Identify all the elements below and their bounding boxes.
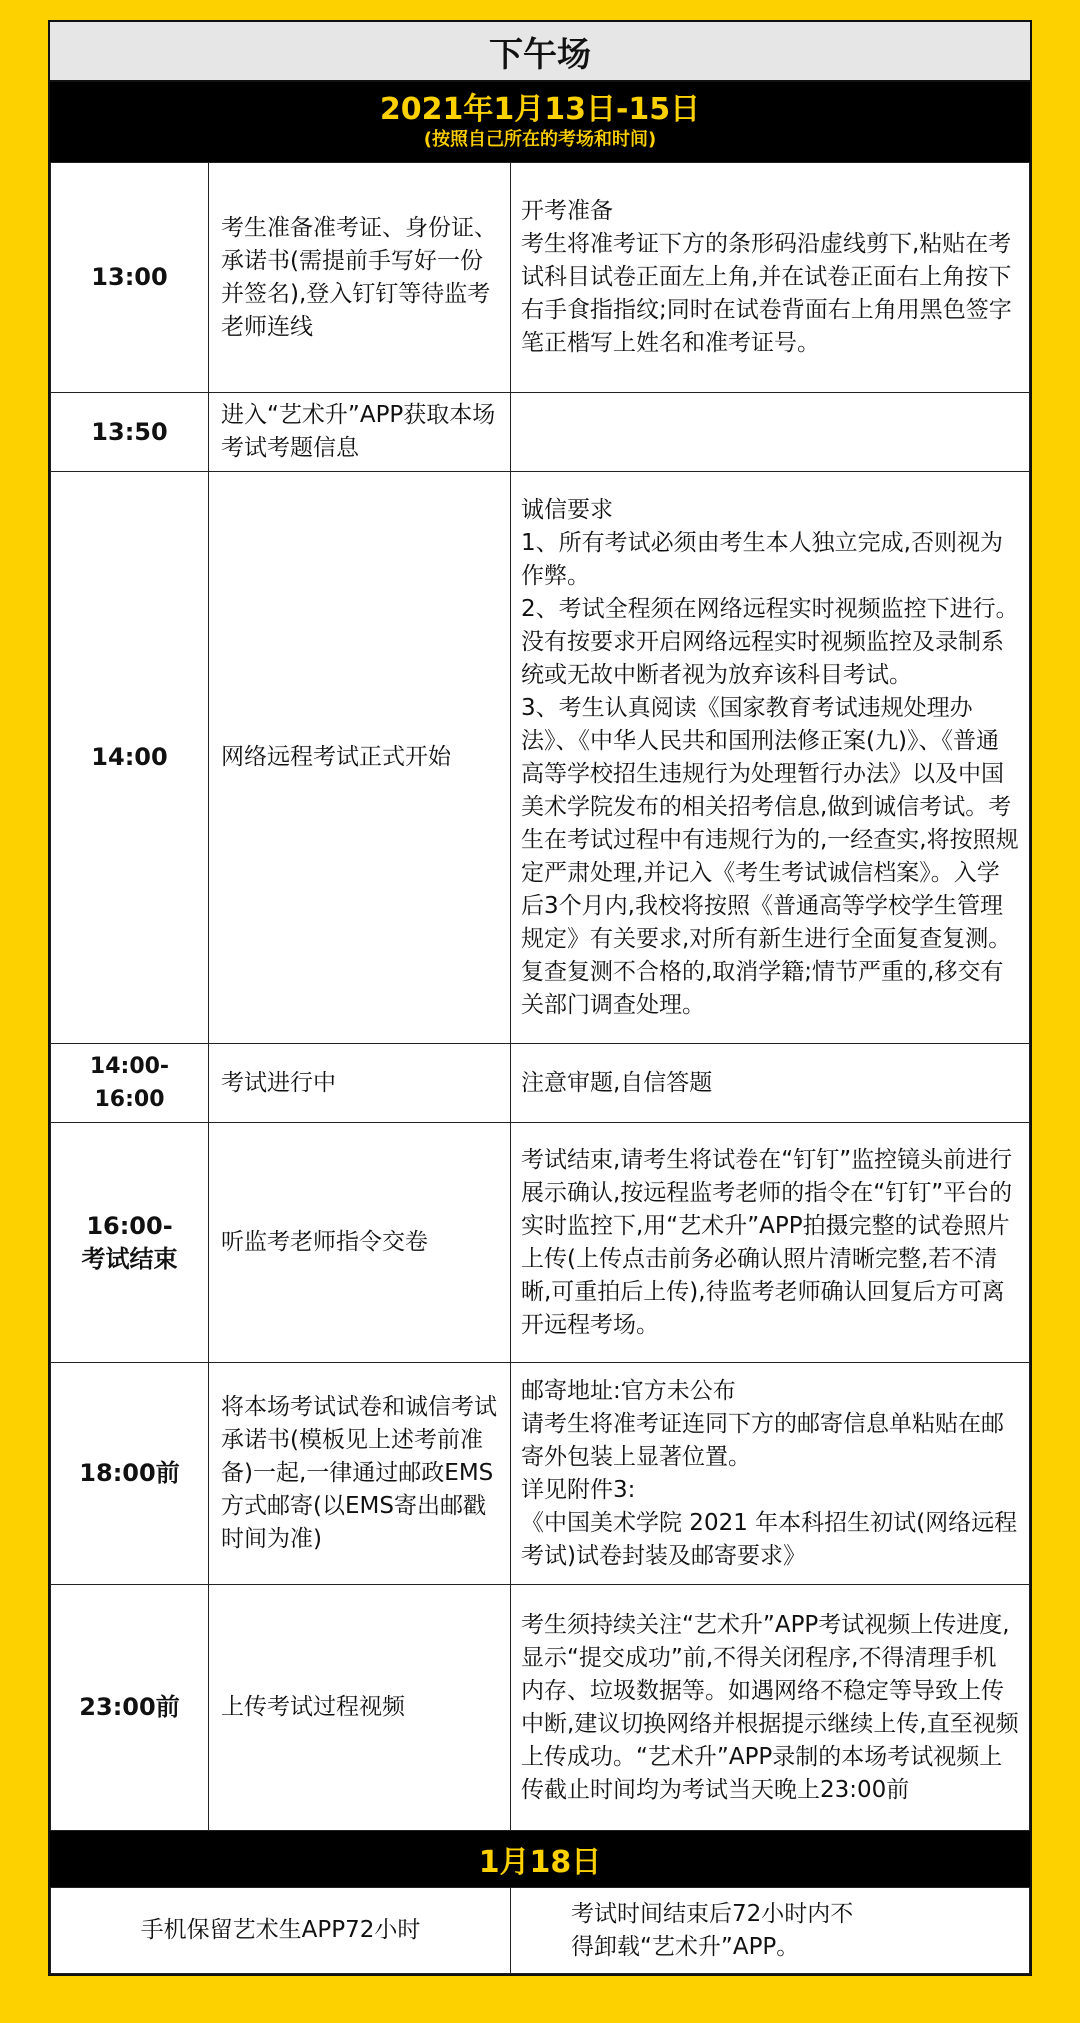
row-time: 13:50 [51, 393, 209, 472]
table-row [51, 1585, 1030, 1831]
row-note: 诚信要求 1、所有考试必须由考生本人独立完成,否则视为作弊。 2、考试全程须在网络远程实时视频监控下进行。没有按要求开启网络远程实时视频监控及录制系统或无故中断者视为放弃该科目考试。 3、考生认真阅读《国家教育考试违规处理办法》、《中华人民共和国刑法修正案(九)》、《普通高等学校招生违规行为处理暂行办法》以及中国美术学院发布的相关招考信息,做到诚信考试。考生在考试过程中有违规行为的,一经查实,将按照规定严肃处理,并记入《考生考试诚信档案》。入学后3个月内,我校将按照《普通高等学校学生管理规定》有关要求,对所有新生进行全面复查复测。复查复测不合格的,取消学籍;情节严重的,移交有关部门调查处理。 [511, 472, 1030, 1044]
exam-date-note: (按照自己所在的考场和时间) [423, 129, 657, 150]
row-note [511, 393, 1030, 472]
schedule-sheet [48, 20, 1032, 1976]
row-note: 考生须持续关注“艺术升”APP考试视频上传进度,显示“提交成功”前,不得关闭程序,不得清理手机内存、垃圾数据等。如遇网络不稳定等导致上传中断,建议切换网络并根据提示继续上传,直至视频上传成功。“艺术升”APP录制的本场考试视频上传截止时间均为考试当天晚上23:00前 [511, 1585, 1030, 1831]
row-time: 16:00- 考试结束 [51, 1123, 209, 1363]
row-task: 考生准备准考证、身份证、承诺书(需提前手写好一份并签名),登入钉钉等待监考老师连线 [209, 163, 511, 393]
row-time: 13:00 [51, 163, 209, 393]
row-task: 听监考老师指令交卷 [209, 1123, 511, 1363]
exam-date: 2021年1月13日-15日 [379, 92, 701, 127]
table-row [51, 1044, 1030, 1123]
schedule-table [50, 162, 1030, 1831]
date-banner [50, 82, 1030, 162]
row-task: 将本场考试试卷和诚信考试承诺书(模板见上述考前准备)一起,一律通过邮政EMS方式邮寄(以EMS寄出邮戳时间为准) [209, 1363, 511, 1585]
row-time: 14:00-16:00 [51, 1044, 209, 1123]
row-task: 考试进行中 [209, 1044, 511, 1123]
table-row [51, 1123, 1030, 1363]
footer-requirement: 手机保留艺术生APP72小时 [51, 1888, 511, 1974]
row-note: 开考准备 考生将准考证下方的条形码沿虚线剪下,粘贴在考试科目试卷正面左上角,并在试卷正面右上角按下右手食指指纹;同时在试卷背面右上角用黑色签字笔正楷写上姓名和准考证号。 [511, 163, 1030, 393]
table-row [51, 393, 1030, 472]
row-task: 进入“艺术升”APP获取本场考试考题信息 [209, 393, 511, 472]
row-task: 网络远程考试正式开始 [209, 472, 511, 1044]
footer-note: 考试时间结束后72小时内不 得卸载“艺术升”APP。 [511, 1888, 1030, 1974]
table-row [51, 472, 1030, 1044]
row-note: 邮寄地址:官方未公布 请考生将准考证连同下方的邮寄信息单粘贴在邮寄外包装上显著位置。 详见附件3: 《中国美术学院 2021 年本科招生初试(网络远程考试)试卷封装及邮寄要求》 [511, 1363, 1030, 1585]
row-time: 23:00前 [51, 1585, 209, 1831]
row-time: 18:00前 [51, 1363, 209, 1585]
table-row [51, 163, 1030, 393]
table-row [51, 1888, 1030, 1974]
row-time: 14:00 [51, 472, 209, 1044]
row-note: 考试结束,请考生将试卷在“钉钉”监控镜头前进行展示确认,按远程监考老师的指令在“钉钉”平台的实时监控下,用“艺术升”APP拍摄完整的试卷照片上传(上传点击前务必确认照片清晰完整,若不清晰,可重拍后上传),待监考老师确认回复后方可离开远程考场。 [511, 1123, 1030, 1363]
table-row [51, 1363, 1030, 1585]
footer-date-banner: 1月18日 [50, 1831, 1030, 1887]
row-note: 注意审题,自信答题 [511, 1044, 1030, 1123]
session-title: 下午场 [50, 22, 1030, 82]
footer-table [50, 1887, 1030, 1974]
row-task: 上传考试过程视频 [209, 1585, 511, 1831]
